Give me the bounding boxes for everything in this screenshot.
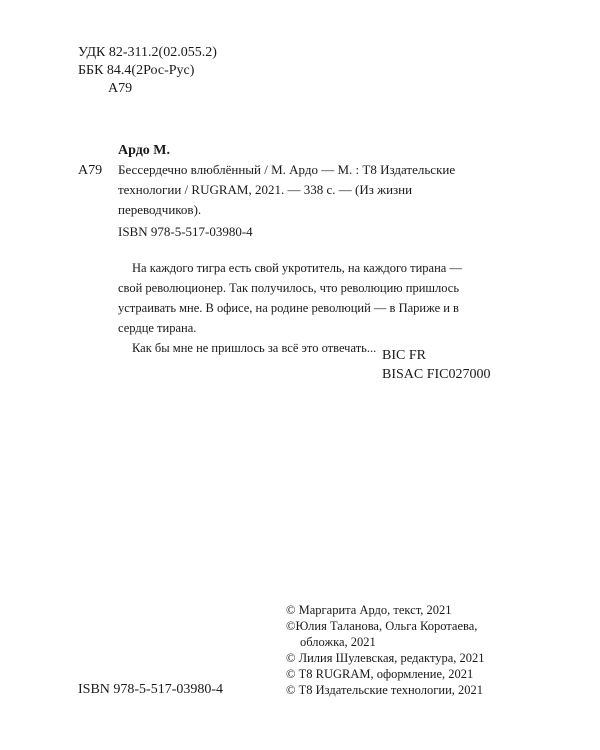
description-line: Бессердечно влюблённый / М. Ардо — М. : Т8 Издательские: [118, 162, 456, 177]
annotation-line: На каждого тигра есть свой укротитель, на каждого тирана —: [132, 261, 462, 275]
author-mark-top: А79: [108, 81, 133, 96]
author-mark-card: А79: [78, 163, 103, 178]
bibliographic-description: [118, 160, 500, 220]
copyright-line: ©Юлия Таланова, Ольга Коротаева,: [286, 619, 478, 633]
annotation-line: устраивать мне. В офисе, на родине революций — в Париже и в: [118, 301, 459, 315]
bic-code: BIC FR: [382, 348, 426, 363]
description-line: технологии / RUGRAM, 2021. — 338 с. — (Из жизни: [118, 182, 413, 197]
annotation-closing-line: Как бы мне не пришлось за всё это отвечать...: [132, 341, 377, 355]
footer-isbn: ISBN 978-5-517-03980-4: [78, 682, 224, 697]
copyright-line: обложка, 2021: [300, 635, 376, 649]
author-heading: Ардо М.: [118, 143, 171, 158]
copyright-block: [286, 602, 485, 698]
annotation: [118, 258, 500, 358]
copyright-line: © Лилия Шулевская, редактура, 2021: [286, 651, 485, 665]
copyright-line: © Т8 RUGRAM, оформление, 2021: [286, 667, 474, 681]
annotation-line: сердце тирана.: [118, 321, 197, 335]
udk-code: УДК 82-311.2(02.055.2): [78, 45, 217, 60]
bbk-code: ББК 84.4(2Рос-Рус): [78, 63, 195, 78]
copyright-line: © Т8 Издательские технологии, 2021: [286, 683, 484, 697]
annotation-line: свой революционер. Так получилось, что революцию пришлось: [118, 281, 460, 295]
card-isbn: ISBN 978-5-517-03980-4: [118, 224, 253, 239]
copyright-line: © Маргарита Ардо, текст, 2021: [286, 603, 452, 617]
description-line: переводчиков).: [118, 202, 202, 217]
bisac-code: BISAC FIC027000: [382, 367, 491, 382]
